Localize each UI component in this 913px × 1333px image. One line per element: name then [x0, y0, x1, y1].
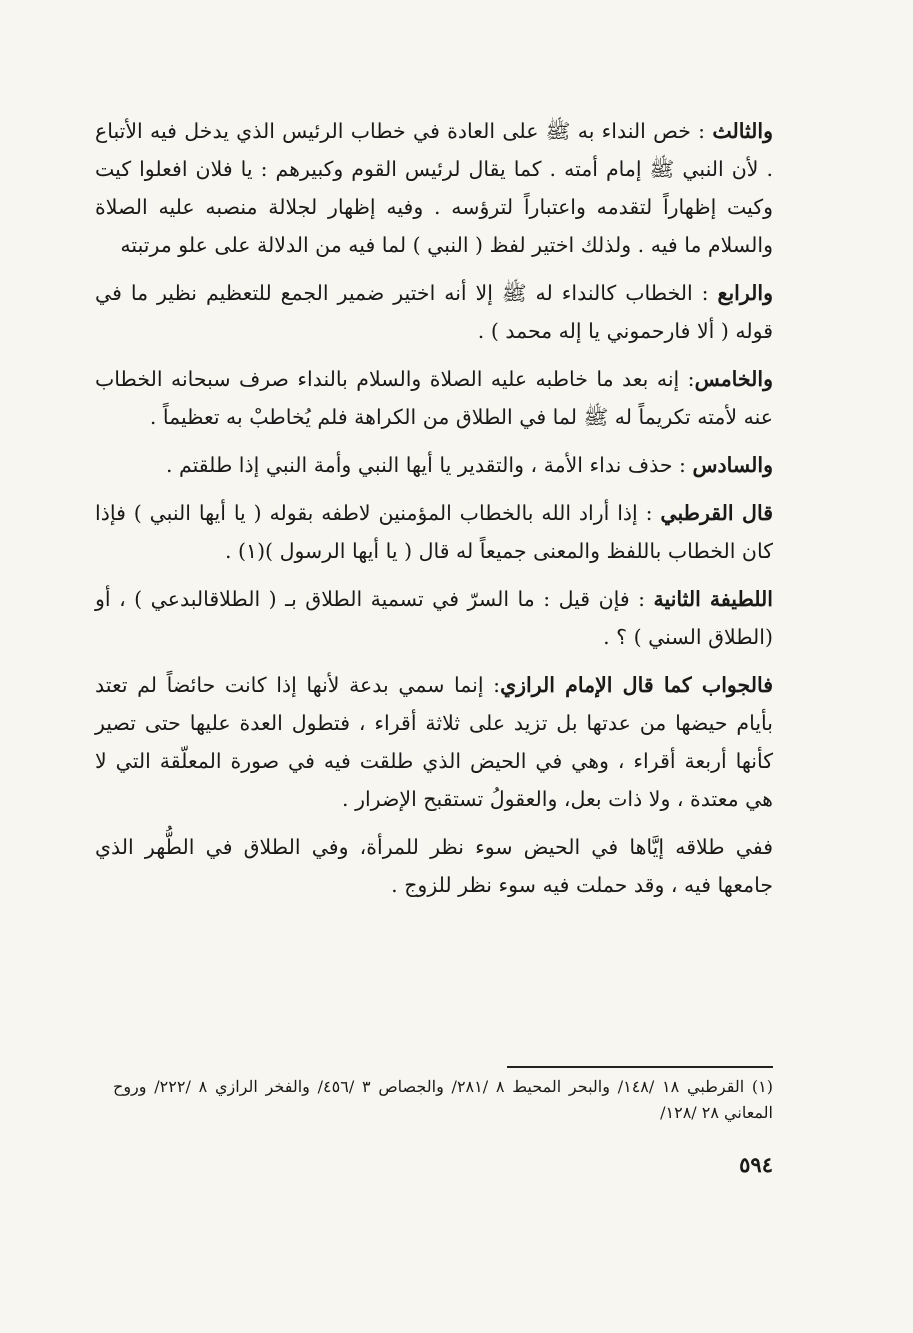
paragraph-razi-answer — [95, 666, 773, 818]
paragraph-fifth — [95, 360, 773, 436]
paragraph-lead: والرابع — [717, 281, 773, 305]
paragraph-fourth — [95, 274, 773, 350]
paragraph-body: : خص النداء به ﷺ على العادة في خطاب الرئيس الذي يدخل فيه الأتباع . لأن النبي ﷺ إمام أمته . كما يقال لرئيس القوم وكبيرهم : يا فلان افعلوا كيت وكيت إظهاراً لتقدمه واعتباراً لترؤسه . وفيه إظهار لجلالة منصبه عليه الصلاة والسلام ما فيه . ولذلك اختير لفظ ( النبي ) لما فيه من الدلالة على علو مرتبته — [95, 119, 773, 257]
paragraph-body: : إنه بعد ما خاطبه عليه الصلاة والسلام بالنداء صرف سبحانه الخطاب عنه لأمته تكريماً له ﷺ لما في الطلاق من الكراهة فلم يُخاطبْ به تعظيماً . — [95, 367, 773, 429]
paragraph-body: : إذا أراد الله بالخطاب المؤمنين لاطفه بقوله ( يا أيها النبي ) فإذا كان الخطاب باللفظ والمعنى جميعاً له قال ( يا أيها الرسول )(١) . — [95, 501, 773, 563]
paragraph-lead: والخامس — [694, 367, 773, 391]
paragraph-lead: والسادس — [692, 453, 773, 477]
paragraph-lead: قال القرطبي — [660, 501, 773, 525]
paragraph-body: : الخطاب كالنداء له ﷺ إلا أنه اختير ضمير الجمع للتعظيم نظير ما في قوله ( ألا فارحموني يا إله محمد ) . — [95, 281, 773, 343]
main-text — [95, 112, 773, 914]
paragraph-body: ففي طلاقه إيَّاها في الحيض سوء نظر للمرأة، وفي الطلاق في الطُّهر الذي جامعها فيه ، وقد حملت فيه سوء نظر للزوج . — [95, 835, 773, 897]
footnote: (١) القرطبي ١٨ /١٤٨/ والبحر المحيط ٨ /٢٨١/ والجصاص ٣ /٤٥٦/ والفخر الرازي ٨ /٢٢٢/ وروح المعاني ٢٨ /١٢٨/ — [113, 1077, 773, 1122]
page-number: ٥٩٤ — [739, 1152, 773, 1177]
paragraph-sixth — [95, 446, 773, 484]
paragraph-lead: والثالث — [712, 119, 773, 143]
paragraph-conclusion — [95, 828, 773, 904]
paragraph-lead: اللطيفة الثانية — [653, 587, 773, 611]
paragraph-lead: فالجواب كما قال الإمام الرازي — [500, 673, 774, 697]
paragraph-third — [95, 112, 773, 264]
paragraph-body: : إنما سمي بدعة لأنها إذا كانت حائضاً لم تعتد بأيام حيضها من عدتها بل تزيد على ثلاثة أقراء ، فتطول العدة عليها حتى تصير كأنها أربعة أقراء ، وهي في الحيض الذي طلقت فيه في صورة المعلّقة التي لا هي معتدة ، ولا ذات بعل، والعقولُ تستقبح الإضرار . — [95, 673, 773, 811]
paragraph-second-subtlety — [95, 580, 773, 656]
paragraph-qurtubi — [95, 494, 773, 570]
paragraph-body: : حذف نداء الأمة ، والتقدير يا أيها النبي وأمة النبي إذا طلقتم . — [165, 453, 693, 477]
footnote-divider — [507, 1066, 773, 1068]
paragraph-body: : فإن قيل : ما السرّ في تسمية الطلاق بـ ( الطلاقالبدعي ) ، أو (الطلاق السني ) ؟ . — [95, 587, 773, 649]
